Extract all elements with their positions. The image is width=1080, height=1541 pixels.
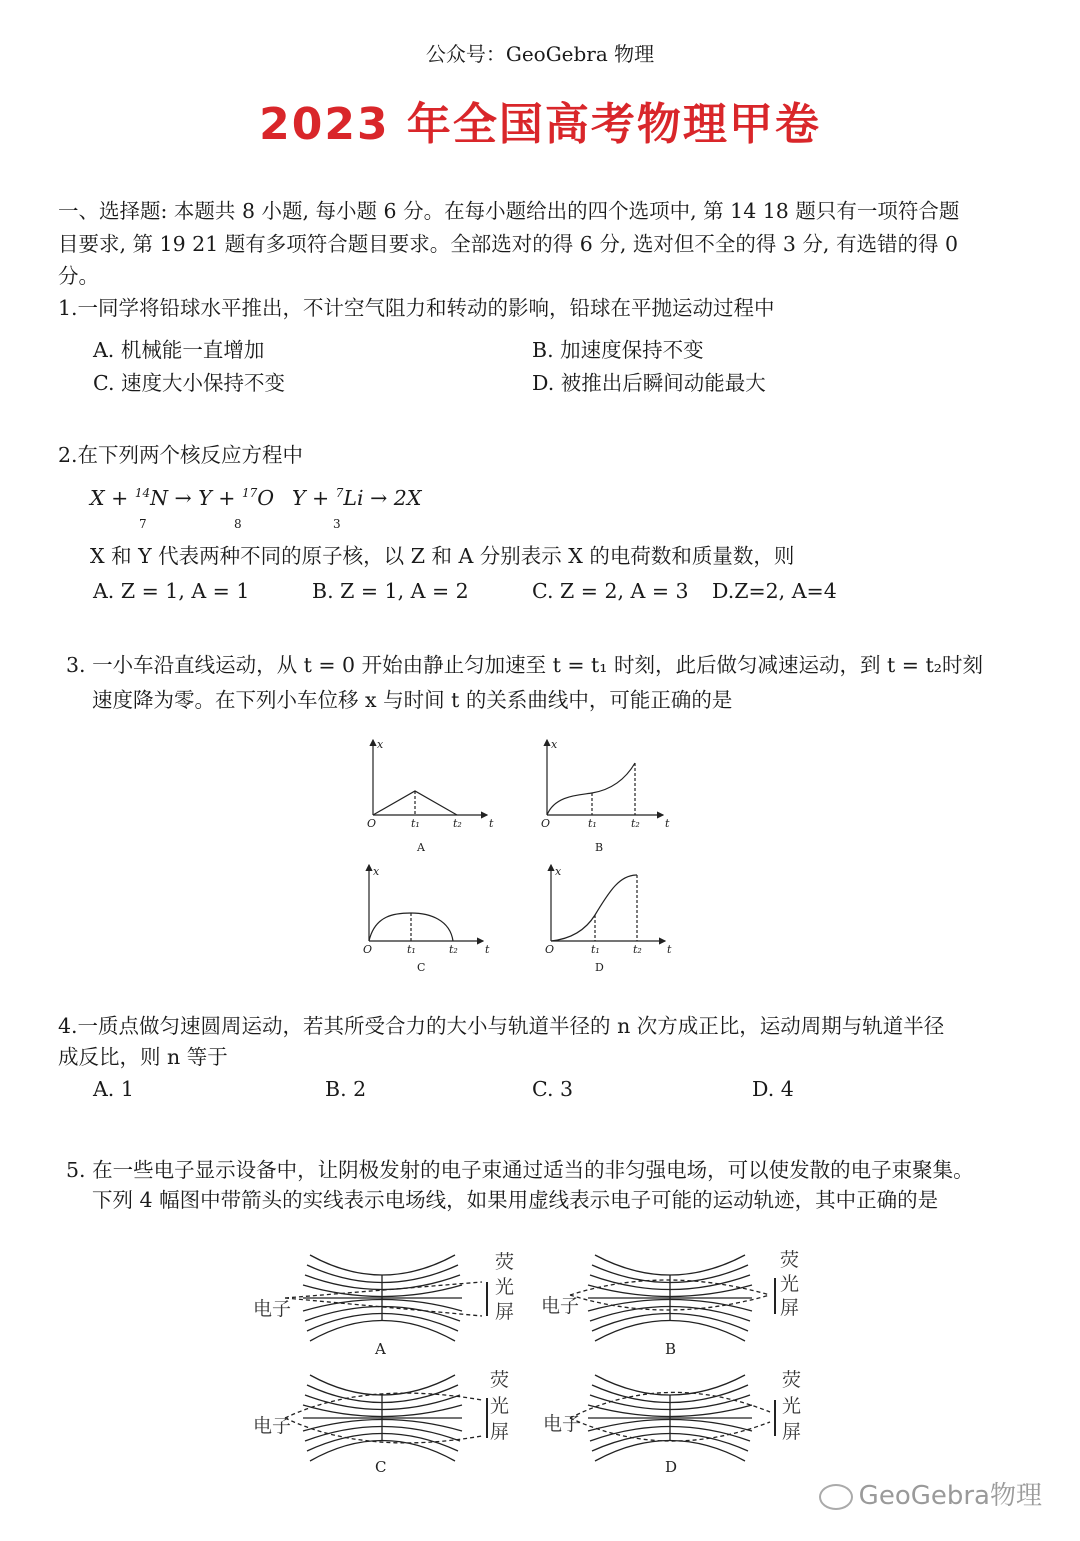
svg-text:x: x: [555, 865, 562, 878]
svg-text:光: 光: [495, 1276, 515, 1298]
section-line-1: 一、选择题: 本题共 8 小题, 每小题 6 分。在每小题给出的四个选项中, 第 14 18 题只有一项符合题: [58, 199, 960, 223]
watermark: GeoGebra物理: [819, 1475, 1042, 1512]
svg-text:屏: 屏: [490, 1421, 510, 1443]
q4-stem-2: 成反比，则 n 等于: [58, 1045, 228, 1069]
graph-b: [547, 740, 663, 815]
svg-text:t₂: t₂: [633, 943, 642, 956]
svg-text:电子: 电子: [253, 1298, 292, 1320]
q2-option-a: A. Z = 1, A = 1: [93, 579, 250, 603]
svg-text:O: O: [367, 817, 377, 830]
svg-text:电子: 电子: [541, 1295, 580, 1317]
q1-option-a: A. 机械能一直增加: [93, 338, 265, 362]
q4-option-b: B. 2: [325, 1077, 367, 1101]
wechat-icon: [819, 1484, 853, 1510]
q1-stem: 1.一同学将铅球水平推出，不计空气阻力和转动的影响，铅球在平抛运动过程中: [58, 296, 775, 320]
svg-text:t₂: t₂: [449, 943, 458, 956]
nuclear-equation-1: X + $^{14}$N → Y + $^{17}$O: [90, 486, 275, 510]
svg-text:t₂: t₂: [631, 817, 640, 830]
field-diagram-d: [570, 1375, 775, 1461]
svg-text:屏: 屏: [495, 1301, 515, 1323]
svg-text:t₁: t₁: [411, 817, 420, 830]
eq1-charge-n: 7: [139, 517, 147, 531]
q2-option-c: C. Z = 2, A = 3: [532, 579, 689, 603]
svg-text:O: O: [541, 817, 551, 830]
nuclear-equation-2: Y + $^7$Li → 2X: [292, 486, 422, 510]
q3-graphs: [355, 735, 675, 975]
svg-text:光: 光: [780, 1273, 800, 1295]
svg-text:t: t: [665, 817, 670, 830]
eq1-charge-o: 8: [234, 517, 242, 531]
svg-text:O: O: [545, 943, 555, 956]
svg-text:荧: 荧: [780, 1249, 800, 1271]
svg-text:t: t: [489, 817, 494, 830]
q5-field-diagrams: [245, 1240, 820, 1480]
field-diagram-b: [570, 1255, 775, 1341]
q3-stem-1: 3. 一小车沿直线运动，从 t = 0 开始由静止匀加速至 t = t₁ 时刻，此后做匀减速运动，到 t = t₂时刻: [66, 653, 983, 677]
svg-text:B: B: [595, 841, 604, 854]
q4-option-d: D. 4: [752, 1077, 794, 1101]
section-line-3: 分。: [58, 264, 99, 288]
svg-text:屏: 屏: [782, 1421, 802, 1443]
svg-text:荧: 荧: [495, 1251, 515, 1273]
q1-option-b: B. 加速度保持不变: [532, 338, 704, 362]
q2-description: X 和 Y 代表两种不同的原子核，以 Z 和 A 分别表示 X 的电荷数和质量数，则: [90, 544, 795, 568]
svg-text:电子: 电子: [543, 1413, 582, 1435]
svg-text:t: t: [485, 943, 490, 956]
q1-option-c: C. 速度大小保持不变: [93, 371, 285, 395]
svg-text:O: O: [363, 943, 373, 956]
page-title: 2023 年全国高考物理甲卷: [259, 99, 821, 150]
svg-text:A: A: [417, 841, 425, 854]
q1-option-d: D. 被推出后瞬间动能最大: [532, 371, 766, 395]
section-line-2: 目要求, 第 19 21 题有多项符合题目要求。全部选对的得 6 分, 选对但不全的得 3 分, 有选错的得 0: [58, 232, 959, 256]
q4-stem-1: 4.一质点做匀速圆周运动，若其所受合力的大小与轨道半径的 n 次方成正比，运动周期与轨道半径: [58, 1014, 945, 1038]
graph-c: [369, 865, 483, 941]
eq2-charge-li: 3: [333, 517, 341, 531]
svg-text:C: C: [417, 961, 426, 974]
svg-text:D: D: [665, 1458, 678, 1476]
q5-stem-2: 下列 4 幅图中带箭头的实线表示电场线，如果用虚线表示电子可能的运动轨迹，其中正确的是: [92, 1188, 939, 1212]
svg-text:屏: 屏: [780, 1297, 800, 1319]
graph-d: [551, 865, 665, 941]
svg-text:x: x: [373, 865, 380, 878]
svg-text:A: A: [375, 1340, 386, 1358]
svg-text:t₁: t₁: [591, 943, 600, 956]
graph-a: [373, 740, 487, 815]
q4-option-a: A. 1: [93, 1077, 134, 1101]
svg-text:t₂: t₂: [453, 817, 462, 830]
field-diagram-c: [285, 1375, 487, 1461]
svg-text:D: D: [595, 961, 604, 974]
svg-text:t₁: t₁: [588, 817, 597, 830]
svg-text:C: C: [375, 1458, 387, 1476]
q2-option-d: D.Z=2, A=4: [712, 579, 837, 603]
q2-stem: 2.在下列两个核反应方程中: [58, 443, 304, 467]
q2-option-b: B. Z = 1, A = 2: [312, 579, 469, 603]
svg-text:荧: 荧: [490, 1369, 510, 1391]
svg-text:x: x: [377, 738, 384, 751]
q4-option-c: C. 3: [532, 1077, 574, 1101]
svg-text:荧: 荧: [782, 1369, 802, 1391]
svg-text:x: x: [551, 738, 558, 751]
svg-text:电子: 电子: [253, 1415, 292, 1437]
svg-text:B: B: [665, 1340, 677, 1358]
svg-text:t: t: [667, 943, 672, 956]
svg-text:光: 光: [782, 1395, 802, 1417]
field-diagram-a: [285, 1255, 487, 1341]
q3-stem-2: 速度降为零。在下列小车位移 x 与时间 t 的关系曲线中，可能正确的是: [92, 688, 733, 712]
q5-stem-1: 5. 在一些电子显示设备中，让阴极发射的电子束通过适当的非匀强电场，可以使发散的电子束聚集。: [66, 1158, 974, 1182]
svg-text:光: 光: [490, 1395, 510, 1417]
account-header: 公众号：GeoGebra 物理: [425, 42, 655, 66]
svg-text:t₁: t₁: [407, 943, 416, 956]
